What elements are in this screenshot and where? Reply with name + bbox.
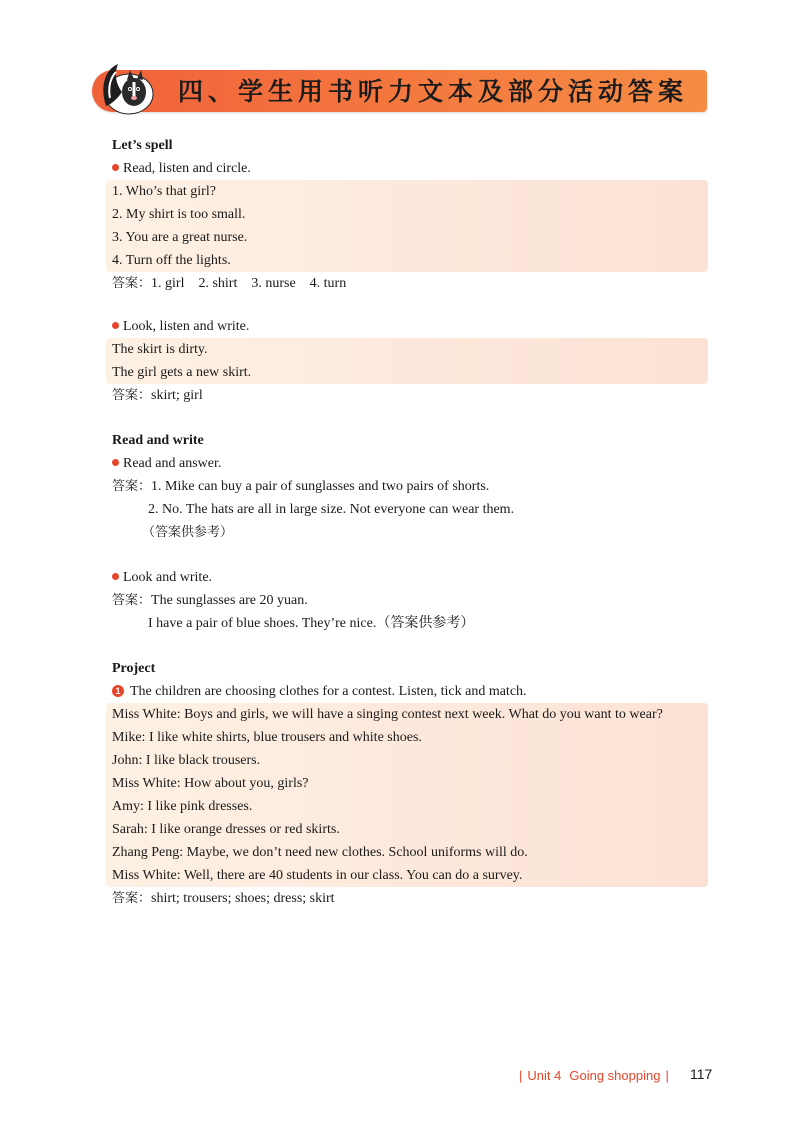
footer-separator: | — [519, 1068, 523, 1083]
section-heading-project: Project — [112, 661, 156, 676]
transcript-line: The girl gets a new skirt. — [112, 365, 252, 380]
section-heading-read-write: Read and write — [112, 433, 204, 448]
skunk-mascot-icon — [96, 58, 158, 116]
answer-line: I have a pair of blue shoes. They’re nice.（答案供参考） — [148, 616, 475, 631]
answer-label: 答案： — [112, 276, 152, 291]
footer-separator: | — [665, 1068, 669, 1083]
transcript-line: The skirt is dirty. — [112, 342, 208, 357]
bullet-dot-icon — [112, 164, 119, 171]
instruction-read-answer: Read and answer. — [112, 452, 712, 475]
footer-unit-label — [514, 1068, 674, 1083]
footer-topic: Going shopping — [569, 1068, 661, 1083]
page-title: 四、学生用书听力文本及部分活动答案 — [178, 77, 689, 106]
bullet-dot-icon — [112, 322, 119, 329]
transcript-line: 4. Turn off the lights. — [112, 253, 231, 268]
transcript-block — [106, 180, 708, 272]
content-body — [112, 134, 712, 910]
transcript-line: Amy: I like pink dresses. — [112, 799, 253, 814]
transcript-line: 3. You are a great nurse. — [112, 230, 248, 245]
transcript-block — [106, 703, 708, 887]
transcript-line: Mike: I like white shirts, blue trousers and white shoes. — [112, 730, 422, 745]
instruction-look-listen-write: Look, listen and write. — [112, 315, 712, 338]
answer-label: 答案： — [112, 479, 152, 494]
transcript-line: Sarah: I like orange dresses or red skirts. — [112, 822, 340, 837]
transcript-line: Zhang Peng: Maybe, we don’t need new clothes. School uniforms will do. — [112, 845, 528, 860]
section-heading-lets-spell: Let’s spell — [112, 138, 173, 153]
instruction-look-write: Look and write. — [112, 566, 712, 589]
transcript-block — [106, 338, 708, 384]
instruction-project: 1 The children are choosing clothes for a contest. Listen, tick and match. — [112, 680, 712, 703]
footer-unit: Unit 4 — [527, 1068, 562, 1083]
bullet-dot-icon — [112, 459, 119, 466]
number-badge-icon: 1 — [112, 685, 124, 697]
page-number: 117 — [690, 1066, 713, 1082]
transcript-line: John: I like black trousers. — [112, 753, 261, 768]
answer-line: 答案：skirt; girl — [112, 388, 203, 403]
answer-label: 答案： — [112, 388, 152, 403]
answer-line: 2. No. The hats are all in large size. Not everyone can wear them. — [148, 502, 515, 517]
answer-line: 答案：The sunglasses are 20 yuan. — [112, 593, 308, 608]
bullet-dot-icon — [112, 573, 119, 580]
transcript-line: Miss White: Boys and girls, we will have a singing contest next week. What do you want to wear? — [112, 707, 663, 722]
answer-line: 答案：shirt; trousers; shoes; dress; skirt — [112, 891, 335, 906]
instruction-read-listen-circle: Read, listen and circle. — [112, 157, 712, 180]
transcript-line: Miss White: How about you, girls? — [112, 776, 309, 791]
answer-line: 答案：1. girl 2. shirt 3. nurse 4. turn — [112, 276, 347, 291]
transcript-line: 2. My shirt is too small. — [112, 207, 246, 222]
answer-label: 答案： — [112, 593, 152, 608]
answer-line: 答案：1. Mike can buy a pair of sunglasses and two pairs of shorts. — [112, 479, 490, 494]
answer-label: 答案： — [112, 891, 152, 906]
transcript-line: 1. Who’s that girl? — [112, 184, 216, 199]
answer-note: （答案供参考） — [142, 525, 234, 540]
transcript-line: Miss White: Well, there are 40 students in our class. You can do a survey. — [112, 868, 523, 883]
